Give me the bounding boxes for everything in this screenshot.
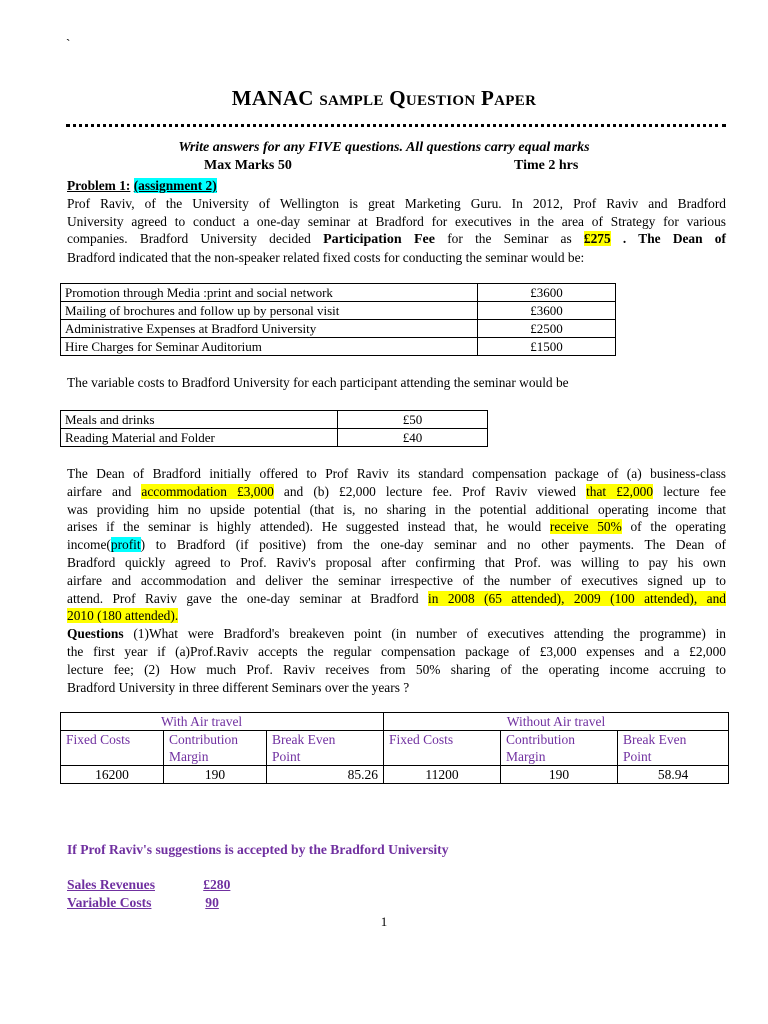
column-header-contribution bbox=[164, 731, 267, 766]
table-row bbox=[61, 429, 488, 447]
header-text: Point bbox=[623, 749, 652, 764]
value-cell: 85.26 bbox=[267, 766, 384, 784]
text-run: ) to Bradford (if positive) from the one-day seminar and no other payments. The Dean of bbox=[140, 537, 726, 553]
intro-line: Prof Raviv, of the University of Wellington is great Marketing Guru. In 2012, Prof Raviv and Bradford bbox=[67, 195, 726, 211]
text-run: airfare and bbox=[67, 483, 132, 499]
column-header-break-even bbox=[267, 731, 384, 766]
questions-line bbox=[67, 625, 726, 643]
header-text: Point bbox=[272, 749, 301, 764]
value-cell: 190 bbox=[501, 766, 618, 784]
paragraph-line bbox=[67, 483, 726, 501]
table-row bbox=[61, 302, 616, 320]
table-row bbox=[61, 713, 729, 731]
cost-amount: £50 bbox=[338, 411, 488, 429]
highlight-attendance: 2010 (180 attended). bbox=[67, 608, 179, 624]
cost-item: Hire Charges for Seminar Auditorium bbox=[61, 338, 478, 356]
intro-line: Bradford indicated that the non-speaker related fixed costs for conducting the seminar would be: bbox=[67, 250, 585, 266]
text-run: attend. Prof Raviv gave the one-day seminar at Bradford bbox=[67, 590, 419, 606]
assignment-tag: (assignment 2) bbox=[133, 178, 217, 193]
highlight-accommodation: accommodation £3,000 bbox=[141, 483, 274, 499]
problem-heading: Problem 1: bbox=[67, 178, 131, 193]
title-part: P bbox=[481, 86, 495, 110]
column-header-contribution bbox=[501, 731, 618, 766]
cost-amount: £3600 bbox=[478, 284, 616, 302]
cost-amount: £1500 bbox=[478, 338, 616, 356]
questions-label: Questions bbox=[67, 626, 124, 642]
paragraph-line: was providing him no upside potential (that is, no sharing in the potential additional operating income that bbox=[67, 501, 726, 517]
exam-time: Time 2 hrs bbox=[514, 158, 579, 173]
value-cell: 58.94 bbox=[618, 766, 729, 784]
paper-title bbox=[0, 86, 768, 111]
paragraph-line bbox=[67, 518, 726, 536]
sales-revenue-line bbox=[67, 876, 287, 894]
paragraph-line bbox=[67, 607, 726, 625]
title-part: UESTION bbox=[405, 93, 476, 109]
cost-item: Meals and drinks bbox=[61, 411, 338, 429]
suggestion-heading: If Prof Raviv's suggestions is accepted by the Bradford University bbox=[67, 842, 449, 857]
column-header-break-even bbox=[618, 731, 729, 766]
text-run: arises if the seminar is highly attended). He suggested instead that, he would bbox=[67, 519, 542, 535]
column-header-fixed-costs: Fixed Costs bbox=[384, 731, 501, 766]
dotted-divider bbox=[66, 124, 726, 127]
intro-line: University agreed to conduct a one-day seminar at Bradford for executives in the area of Strategy for various bbox=[67, 213, 726, 229]
text-run: and (b) £2,000 lecture fee. Prof Raviv viewed bbox=[283, 483, 576, 499]
highlight-lecture-fee: that £2,000 bbox=[586, 483, 654, 499]
cost-item: Administrative Expenses at Bradford University bbox=[61, 320, 478, 338]
questions-line: Bradford University in three different Seminars over the years ? bbox=[67, 679, 410, 695]
cost-amount: £2500 bbox=[478, 320, 616, 338]
value-cell: 16200 bbox=[61, 766, 164, 784]
cost-item: Reading Material and Folder bbox=[61, 429, 338, 447]
title-part: APER bbox=[494, 93, 537, 109]
text-run: companies. Bradford University decided bbox=[67, 231, 311, 247]
value-cell: 11200 bbox=[384, 766, 501, 784]
sales-value: £280 bbox=[203, 877, 231, 892]
paragraph-line bbox=[67, 536, 726, 554]
variable-costs-value: 90 bbox=[205, 894, 219, 910]
questions-line: lecture fee; (2) How much Prof. Raviv receives from 50% sharing of the operating income accruing to bbox=[67, 661, 726, 677]
text-run: for the Seminar as bbox=[447, 231, 572, 247]
header-text: Margin bbox=[506, 749, 546, 764]
page-number: 1 bbox=[380, 914, 388, 929]
cost-item: Mailing of brochures and follow up by personal visit bbox=[61, 302, 478, 320]
suggestion-figures bbox=[67, 876, 287, 912]
paragraph-line: airfare and accommodation and deliver the seminar irrespective of the number of executives signed up to bbox=[67, 572, 726, 588]
variable-costs-line bbox=[67, 894, 287, 912]
fee-amount: £275 bbox=[583, 231, 611, 247]
title-main: MANAC bbox=[231, 86, 314, 110]
value-cell: 190 bbox=[164, 766, 267, 784]
header-text: Contribution bbox=[506, 732, 576, 747]
header-text: Break Even bbox=[623, 732, 687, 747]
text-run: (1)What were Bradford's breakeven point (in number of executives attending the programme) in bbox=[133, 626, 726, 642]
column-header-fixed-costs: Fixed Costs bbox=[61, 731, 164, 766]
with-air-travel-header: With Air travel bbox=[61, 713, 384, 731]
text-run: income( bbox=[67, 537, 111, 553]
text-run: of the operating bbox=[630, 519, 726, 535]
text-run: lecture fee bbox=[663, 483, 726, 499]
paragraph-line: The Dean of Bradford initially offered to Prof Raviv its standard compensation package of (a) business-class bbox=[67, 466, 726, 481]
title-part: Q bbox=[389, 86, 406, 110]
compensation-paragraph bbox=[67, 465, 726, 696]
without-air-travel-header: Without Air travel bbox=[384, 713, 729, 731]
table-row bbox=[61, 320, 616, 338]
table-row bbox=[61, 338, 616, 356]
problem-1-intro bbox=[67, 177, 726, 267]
exam-instructions: Write answers for any FIVE questions. All questions carry equal marks bbox=[178, 140, 590, 155]
table-row bbox=[61, 766, 729, 784]
variable-costs-table bbox=[60, 410, 488, 447]
highlight-receive-50: receive 50% bbox=[549, 519, 622, 535]
intro-line bbox=[67, 230, 726, 249]
highlight-attendance: in 2008 (65 attended), 2009 (100 attended), and bbox=[428, 590, 726, 606]
title-part: SAMPLE bbox=[319, 93, 384, 109]
highlight-profit: profit bbox=[110, 537, 141, 553]
paragraph-line: Bradford quickly agreed to Prof. Raviv's proposal after confirming that Prof. was willing to pay his own bbox=[67, 554, 726, 570]
fixed-costs-table bbox=[60, 283, 616, 356]
problem-heading-line bbox=[67, 177, 726, 195]
sales-label: Sales Revenues bbox=[67, 877, 155, 892]
header-text: Contribution bbox=[169, 732, 239, 747]
max-marks: Max Marks 50 bbox=[204, 158, 292, 173]
cost-item: Promotion through Media :print and social network bbox=[61, 284, 478, 302]
table-row bbox=[61, 284, 616, 302]
questions-line: the first year if (a)Prof.Raviv accepts the regular compensation package of £3,000 expenses and a £2,000 bbox=[67, 643, 726, 659]
text-run: . The Dean of bbox=[622, 231, 726, 247]
cost-amount: £3600 bbox=[478, 302, 616, 320]
header-text: Margin bbox=[169, 749, 209, 764]
cost-amount: £40 bbox=[338, 429, 488, 447]
stray-mark: ` bbox=[66, 36, 71, 51]
participation-fee-label: Participation Fee bbox=[323, 232, 435, 248]
variable-costs-label: Variable Costs bbox=[67, 894, 152, 910]
paragraph-line bbox=[67, 590, 726, 608]
header-text: Break Even bbox=[272, 732, 336, 747]
variable-costs-intro: The variable costs to Bradford University for each participant attending the seminar would be bbox=[67, 375, 569, 390]
breakeven-answer-table bbox=[60, 712, 729, 784]
table-row bbox=[61, 731, 729, 766]
table-row bbox=[61, 411, 488, 429]
